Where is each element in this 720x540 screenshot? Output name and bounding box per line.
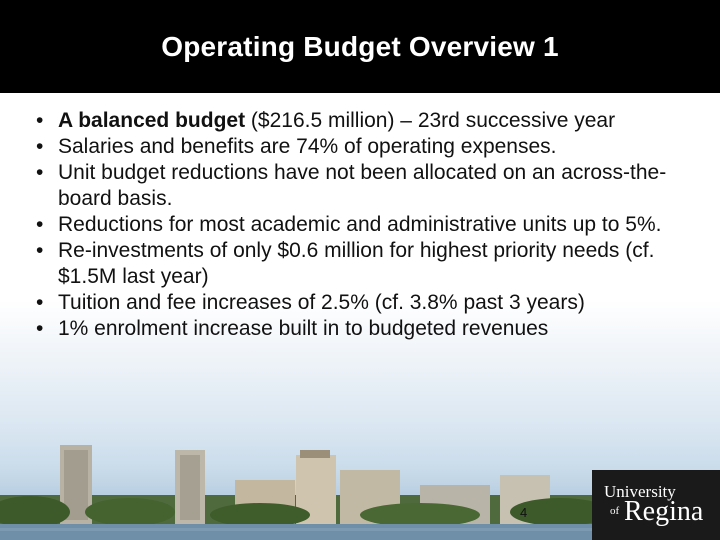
bullet-item <box>0 238 710 290</box>
bullet-item <box>0 316 710 342</box>
bullet-item <box>0 160 710 212</box>
bullet-item <box>0 290 710 316</box>
bullet-text: ($216.5 million) – 23rd successive year <box>245 109 616 132</box>
title-bar <box>0 0 720 93</box>
bullet-text: Reductions for most academic and administrative units up to 5%. <box>58 213 662 236</box>
bullet-item <box>0 134 710 160</box>
bullet-text: Re-investments of only $0.6 million for highest priority needs (cf. $1.5M last year) <box>58 239 655 288</box>
bullet-text: Unit budget reductions have not been allocated on an across-the-board basis. <box>58 161 667 210</box>
bullet-dot: • <box>36 317 44 340</box>
bullet-item <box>0 108 710 134</box>
logo-text-university: University <box>604 482 676 501</box>
bullet-bold-text: A balanced budget <box>58 109 246 132</box>
bullet-text: 1% enrolment increase built in to budgeted revenues <box>58 317 549 340</box>
logo-text-regina: Regina <box>624 496 704 527</box>
bullet-list <box>0 108 710 342</box>
bullet-item <box>0 212 710 238</box>
bullet-text: Tuition and fee increases of 2.5% (cf. 3.8% past 3 years) <box>58 291 585 314</box>
bullet-dot: • <box>36 135 44 158</box>
bullet-dot: • <box>36 239 44 262</box>
bullet-dot: • <box>36 213 44 236</box>
logo-text-of: of <box>610 505 620 517</box>
bullet-dot: • <box>36 161 44 184</box>
bullet-text: Salaries and benefits are 74% of operating expenses. <box>58 135 557 158</box>
bullet-dot: • <box>36 291 44 314</box>
bullet-dot: • <box>36 109 44 132</box>
page-number: 4 <box>520 505 528 520</box>
slide-title: Operating Budget Overview 1 <box>161 30 559 62</box>
